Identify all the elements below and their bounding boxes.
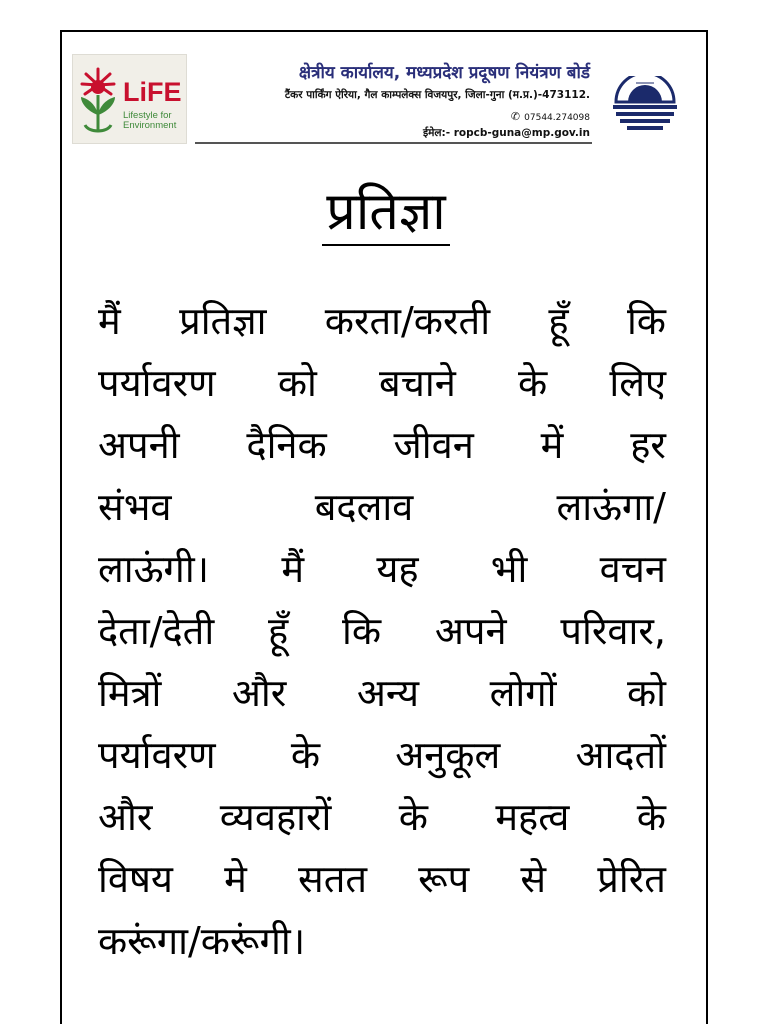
pledge-word: करूंगा/करूंगी। (98, 919, 306, 963)
pledge-word: करता/करती (324, 299, 491, 343)
pledge-word: रूप (418, 857, 470, 901)
pledge-line (98, 662, 666, 724)
pledge-word: मैं (281, 547, 305, 591)
pledge-word: जीवन (393, 423, 474, 467)
pledge-line (98, 910, 666, 972)
pledge-word: परिवार, (560, 609, 666, 653)
pledge-title-text: प्रतिज्ञा (322, 180, 450, 246)
pledge-word: मे (224, 857, 247, 901)
life-tagline: Lifestyle for Environment (123, 110, 177, 131)
pledge-word: अन्य (356, 671, 420, 715)
pledge-word: अपने (434, 609, 507, 653)
pledge-word: विषय (98, 857, 173, 901)
pledge-word: और (98, 795, 153, 839)
office-address: टैंकर पार्किंग ऐरिया, गैल काम्पलेक्स विजयपुर, जिला-गुना (म.प्र.)-473112. (284, 89, 590, 101)
pledge-line (98, 600, 666, 662)
pledge-sheet (60, 30, 708, 1024)
pledge-word: वचन (599, 547, 666, 591)
pledge-line (98, 290, 666, 352)
phone-number: 07544.274098 (524, 113, 590, 123)
pledge-word: के (517, 361, 548, 405)
pledge-word: हर (630, 423, 666, 467)
pledge-word: पर्यावरण (98, 361, 216, 405)
pledge-word: बदलाव (314, 485, 414, 529)
pledge-word: को (277, 361, 317, 405)
pledge-word: मैं (98, 299, 121, 343)
pledge-word: अनुकूल (395, 733, 501, 777)
pledge-word: मित्रों (98, 671, 162, 715)
pledge-word: के (290, 733, 320, 777)
pledge-body (98, 290, 666, 972)
pledge-word: को (626, 671, 666, 715)
pledge-word: कि (342, 609, 382, 653)
pledge-line (98, 538, 666, 600)
pledge-word: बचाने (379, 361, 456, 405)
pledge-line (98, 848, 666, 910)
pledge-word: प्रतिज्ञा (179, 299, 267, 343)
pledge-word: लाऊंगा/ (556, 485, 666, 529)
pledge-word: के (636, 795, 666, 839)
pledge-word: संभव (98, 485, 172, 529)
pledge-word: सतत (298, 857, 368, 901)
header-rule (195, 142, 592, 144)
pledge-word: से (520, 857, 547, 901)
office-title: क्षेत्रीय कार्यालय, मध्यप्रदेश प्रदूषण नियंत्रण बोर्ड (298, 63, 590, 83)
phone-icon: ✆ (510, 110, 521, 123)
pledge-word: यह (376, 547, 419, 591)
pledge-line (98, 414, 666, 476)
pledge-word: देता/देती (98, 609, 215, 653)
pledge-word: प्रेरित (597, 857, 666, 901)
pledge-word: हूँ (548, 299, 569, 343)
life-wordmark: LiFE (123, 77, 182, 107)
pledge-word: पर्यावरण (98, 733, 216, 777)
pledge-word: लोगों (489, 671, 557, 715)
pledge-word: लाऊंगी। (98, 547, 210, 591)
pledge-word: महत्व (495, 795, 570, 839)
pledge-line (98, 352, 666, 414)
pledge-word: हूँ (268, 609, 289, 653)
pledge-word: लिए (609, 361, 666, 405)
life-logo (72, 54, 187, 144)
pledge-word: व्यवहारों (219, 795, 332, 839)
pledge-word: भी (490, 547, 528, 591)
pledge-word: आदतों (575, 733, 666, 777)
office-phone (442, 110, 590, 123)
pledge-line (98, 476, 666, 538)
pledge-line (98, 724, 666, 786)
pledge-word: दैनिक (246, 423, 327, 467)
life-flower-icon (73, 55, 123, 145)
pledge-word: में (540, 423, 564, 467)
pledge-word: अपनी (98, 423, 180, 467)
pledge-title (62, 180, 710, 246)
office-email: ईमेल:- ropcb-guna@mp.gov.in (422, 127, 590, 139)
pledge-word: के (398, 795, 428, 839)
mppcb-emblem-icon (610, 76, 680, 136)
pledge-word: और (231, 671, 287, 715)
pledge-line (98, 786, 666, 848)
pledge-word: कि (626, 299, 666, 343)
